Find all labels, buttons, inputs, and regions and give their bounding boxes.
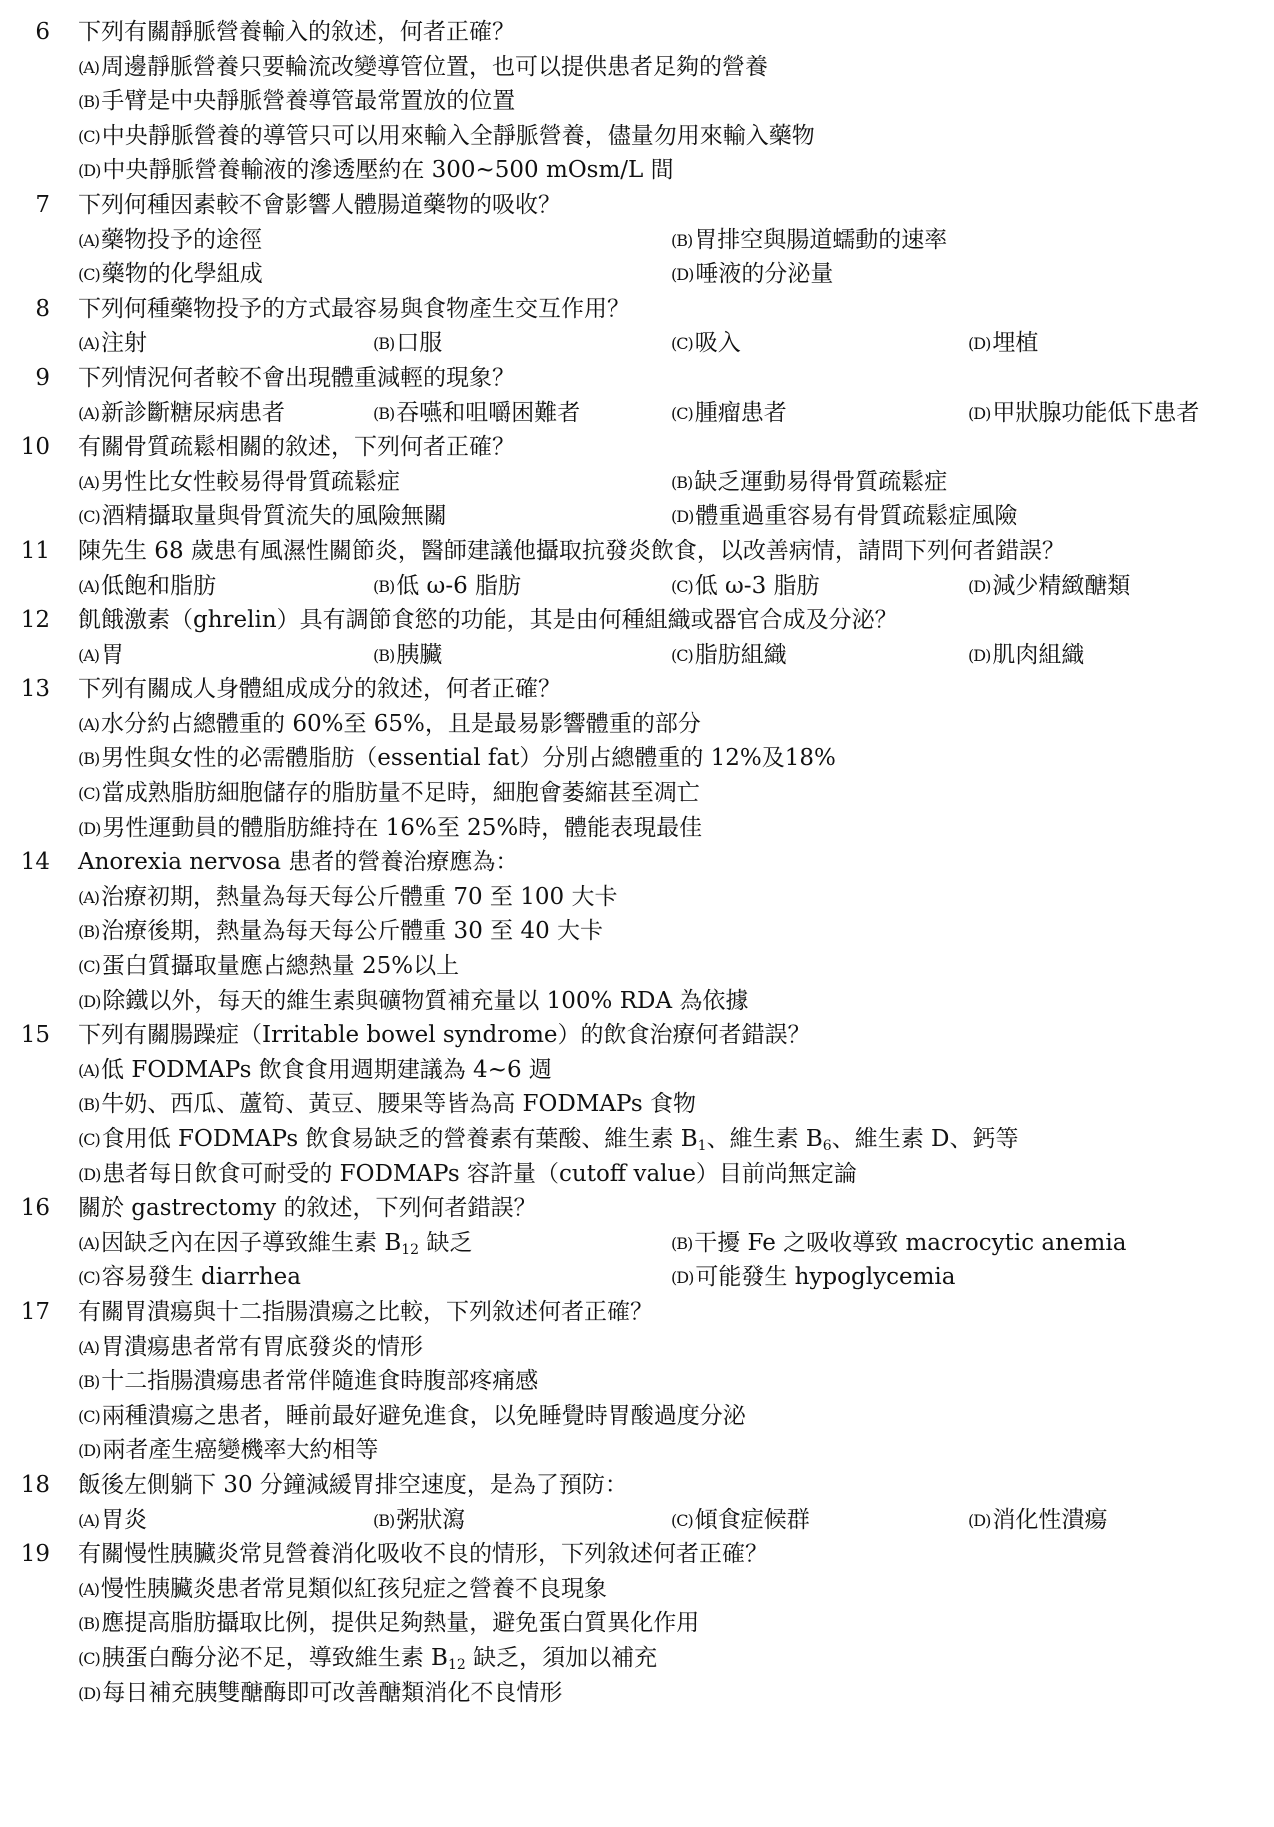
option-text: 、維生素 B: [706, 1126, 823, 1152]
option-text: 低 ω-6 脂肪: [396, 572, 522, 599]
option-c[interactable]: [78, 1641, 657, 1677]
question-stem: 下列何種因素較不會影響人體腸道藥物的吸收？: [78, 191, 561, 218]
option-text: 低 ω-3 脂肪: [694, 572, 820, 599]
question-number: 9: [35, 364, 50, 391]
option-b[interactable]: [373, 569, 521, 605]
option-letter: (C): [78, 265, 100, 285]
question-row: [0, 292, 1274, 327]
option-letter: (B): [78, 749, 100, 769]
options-row: [0, 1572, 1274, 1607]
question-19: [0, 1537, 1274, 1710]
option-text: 藥物投予的途徑: [101, 226, 263, 253]
option-letter: (A): [78, 57, 100, 77]
option-c[interactable]: [78, 499, 447, 535]
option-a[interactable]: [78, 707, 701, 743]
option-text: 食用低 FODMAPs 飲食易缺乏的營養素有葉酸、維生素 B: [101, 1126, 698, 1152]
subscript: 12: [401, 1241, 420, 1258]
option-letter: (D): [671, 265, 694, 285]
question-number: 7: [35, 191, 50, 218]
option-b[interactable]: [78, 1087, 696, 1123]
subscript: 6: [822, 1138, 832, 1154]
option-text: 應提高脂肪攝取比例，提供足夠熱量，避免蛋白質異化作用: [101, 1610, 700, 1637]
option-text: 治療後期，熱量為每天每公斤體重 30 至 40 大卡: [101, 918, 604, 945]
question-stem: 下列有關成人身體組成成分的敘述，何者正確？: [78, 676, 561, 703]
question-stem: 下列有關腸躁症（Irritable bowel syndrome）的飲食治療何者錯誤？: [78, 1022, 811, 1049]
option-text: 、維生素 D、鈣等: [831, 1126, 1019, 1152]
option-text: 胰臟: [396, 641, 443, 668]
question-row: [0, 1018, 1274, 1053]
option-text: 中央靜脈營養的導管只可以用來輸入全靜脈營養，儘量勿用來輸入藥物: [101, 122, 815, 149]
option-letter: (C): [671, 576, 693, 596]
subscript: 12: [447, 1656, 466, 1673]
option-letter: (D): [671, 1268, 694, 1288]
option-b[interactable]: [373, 1503, 465, 1539]
option-text: 吞嚥和咀嚼困難者: [396, 399, 581, 426]
question-stem: 有關慢性胰臟炎常見營養消化吸收不良的情形，下列敘述何者正確？: [78, 1541, 768, 1568]
option-letter: (D): [78, 1164, 101, 1184]
option-letter: (D): [968, 403, 991, 423]
option-text: 缺乏: [419, 1229, 473, 1256]
option-letter: (A): [78, 887, 100, 907]
option-text: 藥物的化學組成: [101, 261, 263, 288]
option-d[interactable]: [968, 326, 1038, 362]
question-number: 15: [20, 1022, 50, 1049]
options-row: [0, 1364, 1274, 1399]
option-text: 傾食症候群: [694, 1506, 810, 1533]
question-stem: 下列有關靜脈營養輸入的敘述，何者正確？: [78, 19, 515, 45]
option-letter: (C): [78, 1268, 100, 1288]
option-letter: (D): [968, 576, 991, 596]
options-row: [0, 1260, 1274, 1295]
option-letter: (A): [78, 403, 100, 423]
option-letter: (D): [671, 507, 694, 527]
options-row: [0, 1641, 1274, 1676]
option-text: 口服: [396, 330, 443, 357]
question-number: 17: [20, 1298, 50, 1325]
option-letter: (B): [373, 403, 395, 423]
option-letter: (C): [78, 784, 100, 804]
question-row: [0, 1537, 1274, 1572]
option-letter: (C): [671, 403, 693, 423]
option-letter: (C): [78, 957, 100, 977]
options-row: [0, 1330, 1274, 1365]
option-d[interactable]: [78, 1157, 857, 1193]
question-17: [0, 1295, 1274, 1468]
option-text: 吸入: [694, 330, 741, 357]
option-b[interactable]: [78, 1606, 699, 1642]
option-letter: (B): [78, 1095, 100, 1115]
option-text: 埋植: [992, 330, 1039, 357]
option-text: 唾液的分泌量: [695, 261, 834, 288]
option-text: 酒精攝取量與骨質流失的風險無關: [101, 503, 447, 530]
option-letter: (D): [78, 1441, 101, 1461]
option-c[interactable]: [78, 119, 815, 155]
question-11: [0, 534, 1274, 603]
options-row: [0, 707, 1274, 742]
option-text: 注射: [101, 330, 148, 357]
option-text: 因缺乏內在因子導致維生素 B: [101, 1229, 402, 1256]
options-row: [0, 1087, 1274, 1122]
option-text: 胃潰瘍患者常有胃底發炎的情形: [101, 1333, 424, 1360]
options-row: [0, 1122, 1274, 1157]
option-c[interactable]: [78, 776, 700, 812]
option-letter: (B): [373, 576, 395, 596]
option-c[interactable]: [671, 1503, 810, 1539]
options-row: [0, 153, 1274, 188]
option-b[interactable]: [373, 396, 580, 432]
question-6: [0, 15, 1274, 188]
option-text: 缺乏運動易得骨質疏鬆症: [694, 468, 948, 495]
option-c[interactable]: [671, 326, 741, 362]
question-row: [0, 845, 1274, 880]
option-letter: (D): [78, 161, 101, 181]
options-row: [0, 499, 1274, 534]
question-number: 12: [20, 607, 50, 634]
option-a[interactable]: [78, 880, 617, 916]
option-b[interactable]: [671, 1226, 1126, 1262]
options-row: [0, 949, 1274, 984]
option-b[interactable]: [78, 914, 603, 950]
option-letter: (D): [78, 1683, 101, 1703]
question-stem: 下列情況何者較不會出現體重減輕的現象？: [78, 364, 515, 391]
option-a[interactable]: [78, 569, 216, 605]
option-letter: (C): [78, 507, 100, 527]
option-d[interactable]: [671, 499, 1017, 535]
question-15: [0, 1018, 1274, 1191]
option-b[interactable]: [671, 465, 947, 501]
option-c[interactable]: [671, 638, 787, 674]
option-text: 十二指腸潰瘍患者常伴隨進食時腹部疼痛感: [101, 1368, 539, 1395]
options-row: [0, 223, 1274, 258]
option-letter: (A): [78, 230, 100, 250]
options-row: [0, 465, 1274, 500]
option-letter: (A): [78, 334, 100, 354]
option-letter: (A): [78, 645, 100, 665]
question-number: 19: [20, 1541, 50, 1568]
subscript: 1: [697, 1138, 707, 1154]
question-16: [0, 1191, 1274, 1295]
option-letter: (C): [78, 1648, 100, 1668]
option-text: 可能發生 hypoglycemia: [695, 1264, 956, 1291]
option-letter: (A): [78, 1579, 100, 1599]
option-text: 男性比女性較易得骨質疏鬆症: [101, 468, 401, 495]
option-text: 消化性潰瘍: [992, 1506, 1108, 1533]
question-stem: 陳先生 68 歲患有風濕性關節炎，醫師建議他攝取抗發炎飲食，以改善病情，請問下列何者錯誤？: [78, 537, 1065, 564]
question-row: [0, 1191, 1274, 1226]
option-text: 缺乏，須加以補充: [465, 1644, 658, 1671]
option-letter: (B): [671, 1233, 693, 1253]
question-row: [0, 534, 1274, 569]
option-b[interactable]: [373, 326, 442, 362]
option-letter: (B): [78, 1372, 100, 1392]
options-row: [0, 776, 1274, 811]
option-text: 低飽和脂肪: [101, 572, 217, 599]
option-text: 胃: [101, 641, 125, 668]
option-text: 胃排空與腸道蠕動的速率: [694, 226, 948, 253]
option-text: 除鐵以外，每天的維生素與礦物質補充量以 100% RDA 為依據: [102, 987, 749, 1014]
option-a[interactable]: [78, 50, 768, 86]
option-d[interactable]: [78, 1433, 378, 1469]
option-text: 中央靜脈營養輸液的滲透壓約在 300~500 mOsm/L 間: [102, 157, 674, 184]
option-letter: (A): [78, 1233, 100, 1253]
question-9: [0, 361, 1274, 430]
question-number: 10: [20, 434, 50, 461]
option-letter: (B): [373, 334, 395, 354]
option-text: 慢性胰臟炎患者常見類似紅孩兒症之營養不良現象: [101, 1575, 608, 1602]
option-a[interactable]: [78, 326, 147, 362]
question-row: [0, 672, 1274, 707]
option-text: 粥狀瀉: [396, 1506, 466, 1533]
options-row: [0, 119, 1274, 154]
option-a[interactable]: [78, 1503, 147, 1539]
question-stem: 下列何種藥物投予的方式最容易與食物產生交互作用？: [78, 295, 630, 322]
option-text: 牛奶、西瓜、蘆筍、黃豆、腰果等皆為高 FODMAPs 食物: [101, 1091, 696, 1118]
option-text: 胰蛋白酶分泌不足，導致維生素 B: [101, 1644, 448, 1671]
question-12: [0, 603, 1274, 672]
question-stem: 關於 gastrectomy 的敘述，下列何者錯誤？: [78, 1195, 537, 1222]
option-text: 新診斷糖尿病患者: [101, 399, 286, 426]
question-7: [0, 188, 1274, 292]
options-row: [0, 1433, 1274, 1468]
question-number: 6: [35, 19, 50, 45]
option-c[interactable]: [78, 1399, 746, 1435]
option-text: 水分約占總體重的 60%至 65%，且是最易影響體重的部分: [101, 710, 701, 737]
question-number: 8: [35, 295, 50, 322]
options-row: [0, 1053, 1274, 1088]
option-text: 減少精緻醣類: [992, 572, 1131, 599]
question-18: [0, 1468, 1274, 1537]
option-letter: (A): [78, 1337, 100, 1357]
question-8: [0, 292, 1274, 361]
option-d[interactable]: [968, 396, 1199, 432]
options-row: [0, 984, 1274, 1019]
option-text: 體重過重容易有骨質疏鬆症風險: [695, 503, 1018, 530]
options-row: [0, 257, 1274, 292]
option-a[interactable]: [78, 1330, 423, 1366]
option-a[interactable]: [78, 223, 262, 259]
option-c[interactable]: [78, 1260, 301, 1296]
options-row: [0, 1503, 1274, 1538]
option-a[interactable]: [78, 465, 400, 501]
option-text: 男性運動員的體脂肪維持在 16%至 25%時，體能表現最佳: [102, 814, 703, 841]
option-d[interactable]: [78, 153, 674, 189]
options-row: [0, 1399, 1274, 1434]
option-letter: (A): [78, 1510, 100, 1530]
options-row: [0, 638, 1274, 673]
option-text: 兩種潰瘍之患者，睡前最好避免進食，以免睡覺時胃酸過度分泌: [101, 1402, 746, 1429]
options-row: [0, 1606, 1274, 1641]
option-b[interactable]: [78, 741, 836, 777]
option-b[interactable]: [78, 84, 515, 120]
option-text: 低 FODMAPs 飲食食用週期建議為 4~6 週: [101, 1056, 552, 1083]
option-letter: (C): [671, 645, 693, 665]
question-row: [0, 430, 1274, 465]
option-d[interactable]: [78, 1676, 562, 1712]
question-number: 11: [20, 537, 50, 564]
option-letter: (C): [78, 1406, 100, 1426]
option-letter: (B): [78, 922, 100, 942]
option-letter: (D): [968, 334, 991, 354]
question-number: 13: [20, 676, 50, 703]
option-b[interactable]: [373, 638, 442, 674]
options-row: [0, 1226, 1274, 1261]
question-stem: 有關胃潰瘍與十二指腸潰瘍之比較，下列敘述何者正確？: [78, 1298, 653, 1325]
option-text: 蛋白質攝取量應占總熱量 25%以上: [101, 953, 460, 980]
option-a[interactable]: [78, 396, 285, 432]
question-number: 18: [20, 1471, 50, 1498]
option-letter: (B): [373, 645, 395, 665]
option-d[interactable]: [968, 1503, 1107, 1539]
option-letter: (A): [78, 472, 100, 492]
option-d[interactable]: [78, 811, 702, 847]
option-c[interactable]: [671, 569, 820, 605]
options-row: [0, 741, 1274, 776]
option-letter: (B): [373, 1510, 395, 1530]
option-text: 甲狀腺功能低下患者: [992, 399, 1200, 426]
question-row: [0, 1468, 1274, 1503]
option-c[interactable]: [78, 257, 263, 293]
option-c[interactable]: [78, 949, 459, 985]
option-c[interactable]: [78, 1122, 1018, 1158]
option-d[interactable]: [968, 569, 1130, 605]
question-10: [0, 430, 1274, 534]
option-text: 每日補充胰雙醣酶即可改善醣類消化不良情形: [102, 1679, 563, 1706]
question-number: 16: [20, 1195, 50, 1222]
option-text: 周邊靜脈營養只要輪流改變導管位置，也可以提供患者足夠的營養: [101, 53, 769, 80]
option-a[interactable]: [78, 638, 124, 674]
options-row: [0, 811, 1274, 846]
option-letter: (D): [78, 818, 101, 838]
options-row: [0, 396, 1274, 431]
question-14: [0, 845, 1274, 1018]
question-stem: Anorexia nervosa 患者的營養治療應為：: [78, 849, 519, 876]
option-letter: (B): [671, 230, 693, 250]
question-13: [0, 672, 1274, 845]
question-row: [0, 15, 1274, 50]
options-row: [0, 569, 1274, 604]
option-letter: (C): [671, 334, 693, 354]
option-a[interactable]: [78, 1226, 472, 1262]
option-text: 胃炎: [101, 1506, 148, 1533]
option-text: 兩者產生癌變機率大約相等: [102, 1437, 379, 1464]
option-text: 治療初期，熱量為每天每公斤體重 70 至 100 大卡: [101, 883, 618, 910]
options-row: [0, 50, 1274, 85]
option-letter: (A): [78, 1060, 100, 1080]
options-row: [0, 880, 1274, 915]
question-stem: 有關骨質疏鬆相關的敘述，下列何者正確？: [78, 434, 515, 461]
option-d[interactable]: [671, 257, 833, 293]
question-number: 14: [20, 849, 50, 876]
option-letter: (D): [968, 645, 991, 665]
question-row: [0, 188, 1274, 223]
option-text: 脂肪組織: [694, 641, 787, 668]
option-text: 當成熟脂肪細胞儲存的脂肪量不足時，細胞會萎縮甚至凋亡: [101, 780, 700, 807]
option-d[interactable]: [78, 984, 748, 1020]
options-row: [0, 1157, 1274, 1192]
option-b[interactable]: [78, 1364, 538, 1400]
question-stem: 飯後左側躺下 30 分鐘減緩胃排空速度，是為了預防：: [78, 1471, 628, 1498]
option-b[interactable]: [671, 223, 947, 259]
option-letter: (C): [671, 1510, 693, 1530]
question-row: [0, 361, 1274, 396]
option-text: 患者每日飲食可耐受的 FODMAPs 容許量（cutoff value）目前尚無定論: [102, 1160, 857, 1187]
option-text: 男性與女性的必需體脂肪（essential fat）分別占總體重的 12%及18%: [101, 745, 836, 772]
option-text: 容易發生 diarrhea: [101, 1264, 301, 1291]
option-a[interactable]: [78, 1572, 607, 1608]
option-text: 手臂是中央靜脈營養導管最常置放的位置: [101, 88, 516, 115]
option-d[interactable]: [671, 1260, 955, 1296]
options-row: [0, 326, 1274, 361]
question-row: [0, 603, 1274, 638]
option-letter: (A): [78, 576, 100, 596]
exam-page: [0, 15, 1274, 1710]
option-text: 肌肉組織: [992, 641, 1085, 668]
options-row: [0, 1676, 1274, 1711]
option-text: 干擾 Fe 之吸收導致 macrocytic anemia: [694, 1229, 1127, 1256]
option-text: 腫瘤患者: [694, 399, 787, 426]
option-letter: (D): [968, 1510, 991, 1530]
options-row: [0, 914, 1274, 949]
option-a[interactable]: [78, 1053, 552, 1089]
option-letter: (B): [78, 1614, 100, 1634]
question-stem: 飢餓激素（ghrelin）具有調節食慾的功能，其是由何種組織或器官合成及分泌？: [78, 607, 898, 634]
option-letter: (A): [78, 714, 100, 734]
options-row: [0, 84, 1274, 119]
question-row: [0, 1295, 1274, 1330]
option-letter: (C): [78, 126, 100, 146]
option-letter: (C): [78, 1130, 100, 1149]
option-d[interactable]: [968, 638, 1084, 674]
option-letter: (D): [78, 991, 101, 1011]
option-c[interactable]: [671, 396, 787, 432]
option-letter: (B): [78, 92, 100, 112]
option-letter: (B): [671, 472, 693, 492]
